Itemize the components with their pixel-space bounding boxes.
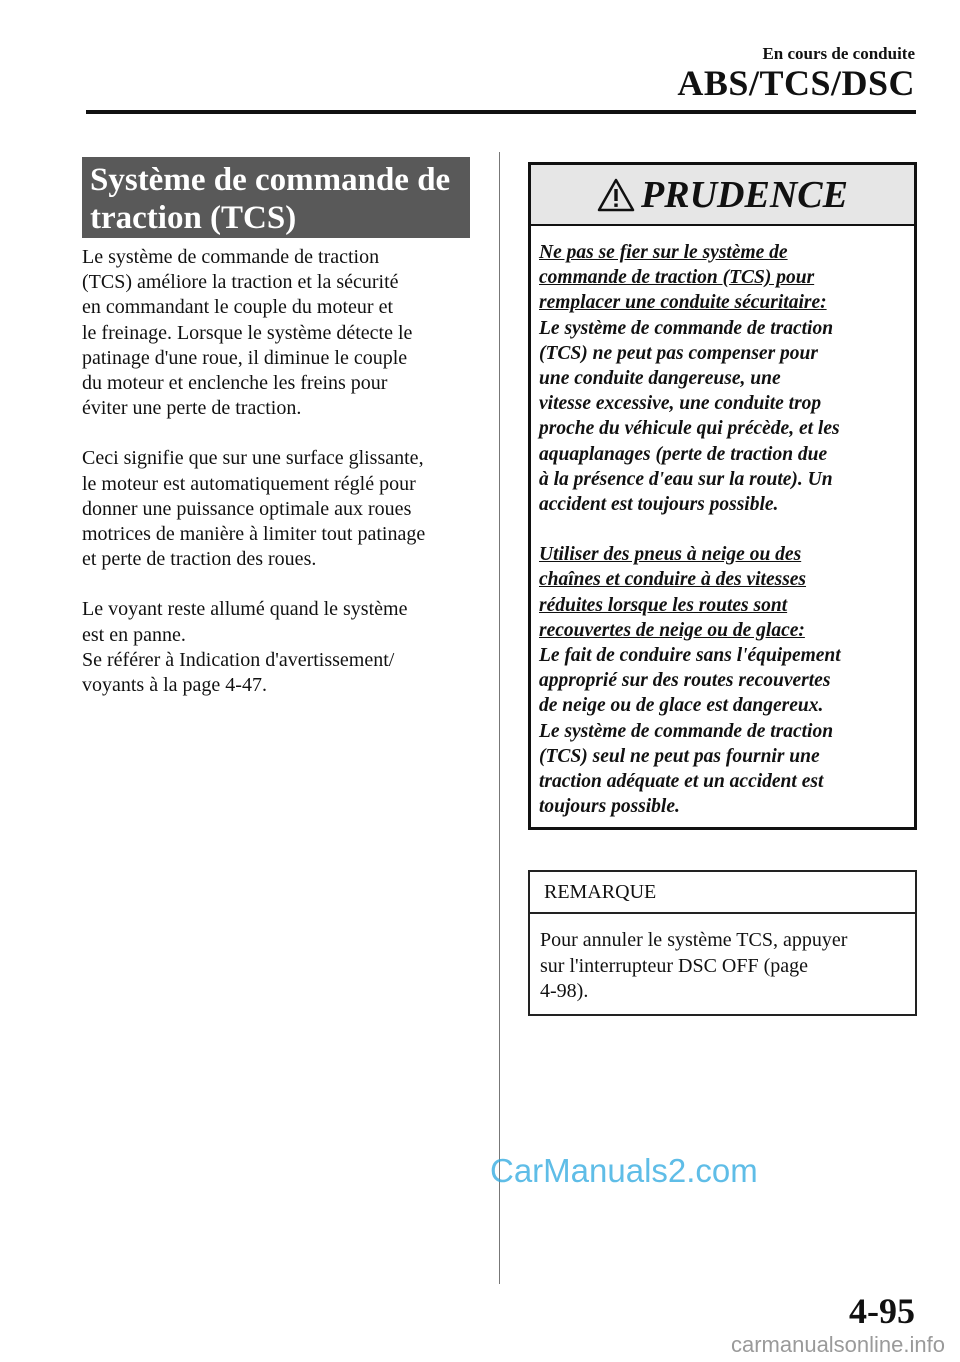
note-text-line: sur l'interrupteur DSC OFF (page: [540, 954, 809, 977]
caution-text-line: de neige ou de glace est dangereux.: [539, 695, 824, 717]
paragraph: [82, 245, 482, 421]
caution-text-line: toujours possible.: [539, 796, 680, 818]
caution-text-line: traction adéquate et un accident est: [539, 771, 824, 793]
text-line: en commandant le couple du moteur et: [82, 296, 394, 319]
text-line: motrices de manière à limiter tout patinage: [82, 523, 426, 546]
caution-body: [531, 226, 914, 819]
page-number: 4-95: [849, 1291, 915, 1331]
caution-box: [528, 162, 917, 830]
caution-heading-line: commande de traction (TCS) pour: [539, 267, 815, 289]
column-divider: [499, 152, 500, 1284]
watermark: CarManuals2.com: [490, 1152, 758, 1189]
paragraph: [82, 597, 482, 698]
caution-heading-line: Utiliser des pneus à neige ou des: [539, 544, 802, 566]
text-line: (TCS) améliore la traction et la sécurité: [82, 271, 399, 294]
text-line: éviter une perte de traction.: [82, 397, 302, 420]
header-section-label: En cours de conduite: [762, 44, 915, 63]
caution-header: [531, 165, 914, 226]
block-spacer: [539, 517, 906, 542]
caution-block: [539, 240, 906, 517]
text-line: patinage d'une roue, il diminue le couple: [82, 346, 408, 369]
caution-text-line: aquaplanages (perte de traction due: [539, 443, 828, 465]
caution-heading-line: remplacer une conduite sécuritaire:: [539, 292, 827, 314]
text-line: Le voyant reste allumé quand le système: [82, 598, 408, 621]
caution-heading-line: chaînes et conduire à des vitesses: [539, 569, 807, 591]
text-line: le freinage. Lorsque le système détecte le: [82, 321, 413, 344]
caution-text-line: à la présence d'eau sur la route). Un: [539, 468, 833, 490]
text-line: Le système de commande de traction: [82, 246, 380, 268]
text-line: le moteur est automatiquement réglé pour: [82, 472, 416, 495]
caution-heading-line: réduites lorsque les routes sont: [539, 594, 788, 616]
caution-text-line: accident est toujours possible.: [539, 494, 779, 516]
caution-heading-line: Ne pas se fier sur le système de: [539, 242, 788, 263]
text-line: Ceci signifie que sur une surface glissante,: [82, 447, 424, 470]
note-text-line: Pour annuler le système TCS, appuyer: [540, 929, 848, 951]
caution-text-line: Le système de commande de traction: [539, 720, 834, 742]
caution-heading-line: recouvertes de neige ou de glace:: [539, 619, 805, 641]
warning-triangle-icon: [597, 178, 635, 212]
text-line: du moteur et enclenche les freins pour: [82, 372, 388, 395]
caution-text-line: une conduite dangereuse, une: [539, 368, 781, 390]
caution-block: [539, 542, 906, 819]
caution-text-line: Le fait de conduire sans l'équipement: [539, 645, 841, 667]
caution-text-line: (TCS) ne peut pas compenser pour: [539, 342, 818, 364]
text-line: donner une puissance optimale aux roues: [82, 497, 412, 520]
note-text-line: 4-98).: [540, 980, 589, 1002]
header-title: ABS/TCS/DSC: [677, 63, 915, 103]
text-line: voyants à la page 4-47.: [82, 674, 267, 697]
caution-text-line: (TCS) seul ne peut pas fournir une: [539, 745, 820, 767]
section-title-line: traction (TCS): [90, 200, 297, 236]
header-rule: [86, 110, 916, 114]
text-line: et perte de traction des roues.: [82, 548, 317, 571]
footer-site-link[interactable]: carmanualsonline.info: [730, 1332, 945, 1357]
section-title-line: Système de commande de: [90, 162, 451, 198]
text-line: est en panne.: [82, 623, 186, 646]
caution-text-line: Le système de commande de traction: [539, 317, 834, 339]
left-column-text: [82, 245, 482, 723]
caution-text-line: approprié sur des routes recouvertes: [539, 670, 831, 692]
caution-text-line: proche du véhicule qui précède, et les: [539, 418, 840, 440]
note-title: REMARQUE: [530, 872, 915, 914]
note-box: [528, 870, 917, 1016]
note-body: [530, 914, 915, 1005]
paragraph: [82, 446, 482, 572]
caution-text-line: vitesse excessive, une conduite trop: [539, 393, 822, 415]
text-line: Se référer à Indication d'avertissement/: [82, 648, 395, 671]
section-title: [82, 157, 470, 238]
caution-title: PRUDENCE: [641, 173, 848, 216]
